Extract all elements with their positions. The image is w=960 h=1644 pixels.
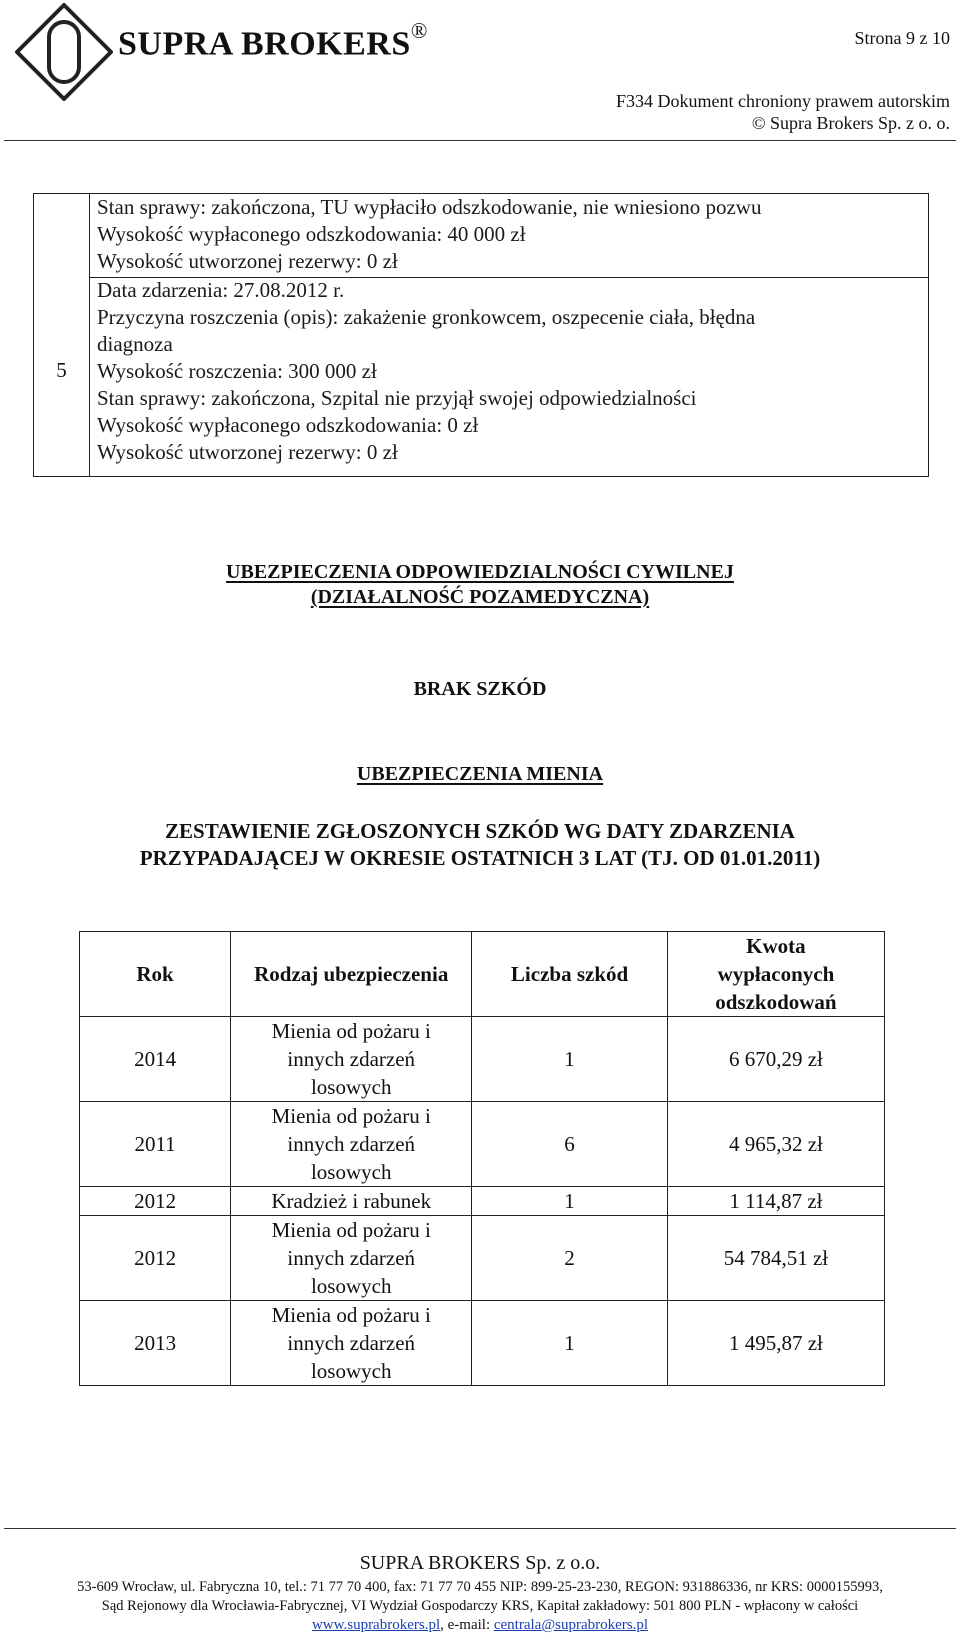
cell-type: Kradzież i rabunek — [231, 1187, 472, 1216]
case-line: Wysokość wypłaconego odszkodowania: 40 000 zł — [97, 222, 526, 246]
footer-company: SUPRA BROKERS Sp. z o.o. — [359, 1552, 601, 1574]
table-row — [80, 1187, 885, 1216]
logo-capsule — [49, 22, 79, 82]
email-link[interactable]: centrala@suprabrokers.pl — [493, 1617, 649, 1633]
heading-line: PRZYPADAJĄCEJ W OKRESIE OSTATNICH 3 LAT (TJ. OD 01.01.2011) — [139, 846, 821, 870]
footer-divider — [4, 1528, 956, 1529]
summary-heading — [0, 818, 960, 872]
header-year: Rok — [80, 932, 231, 1017]
cell-year: 2013 — [80, 1301, 231, 1386]
case-line: Stan sprawy: zakończona, TU wypłaciło odszkodowanie, nie wniesiono pozwu — [97, 195, 762, 219]
no-claims-label: BRAK SZKÓD — [413, 678, 547, 700]
cell-type: Mienia od pożaru i innych zdarzeń losowych — [231, 1301, 472, 1386]
property-claims-table — [79, 931, 885, 1386]
cell-count: 6 — [472, 1102, 668, 1187]
cell-year: 2012 — [80, 1187, 231, 1216]
copyright-line-2: © Supra Brokers Sp. z o. o. — [751, 113, 950, 133]
footer-address: 53-609 Wrocław, ul. Fabryczna 10, tel.: 71 77 70 400, fax: 71 77 70 455 NIP: 899-25-23-230, REGON: 931886336, nr KRS: 0000155993, — [77, 1579, 883, 1595]
case-line: Wysokość roszczenia: 300 000 zł — [97, 359, 377, 383]
section-heading-property — [0, 762, 960, 787]
cell-count: 1 — [472, 1017, 668, 1102]
case-number: 5 — [56, 358, 67, 382]
copyright-line-1: F334 Dokument chroniony prawem autorskim — [616, 91, 950, 111]
cell-amount: 1 495,87 zł — [667, 1301, 884, 1386]
case-line: Data zdarzenia: 27.08.2012 r. — [97, 278, 345, 302]
case-line: diagnoza — [97, 332, 173, 356]
table-header-row — [80, 932, 885, 1017]
cell-year: 2012 — [80, 1216, 231, 1301]
case-line: Wysokość wypłaconego odszkodowania: 0 zł — [97, 413, 479, 437]
registered-mark: ® — [410, 18, 428, 43]
header-amount: Kwota wypłaconych odszkodowań — [667, 932, 884, 1017]
website-link[interactable]: www.suprabrokers.pl — [311, 1617, 441, 1633]
cell-amount: 4 965,32 zł — [667, 1102, 884, 1187]
table-row — [80, 1216, 885, 1301]
cell-amount: 1 114,87 zł — [667, 1187, 884, 1216]
cell-amount: 6 670,29 zł — [667, 1017, 884, 1102]
footer-contact — [0, 1617, 960, 1634]
section-heading-liability — [0, 560, 960, 610]
header-type: Rodzaj ubezpieczenia — [231, 932, 472, 1017]
cell-count: 2 — [472, 1216, 668, 1301]
cell-amount: 54 784,51 zł — [667, 1216, 884, 1301]
table-row — [80, 1017, 885, 1102]
case-line: Wysokość utworzonej rezerwy: 0 zł — [97, 440, 398, 464]
page-number: Strona 9 z 10 — [854, 28, 950, 48]
table-row — [80, 1102, 885, 1187]
cell-count: 1 — [472, 1301, 668, 1386]
email-label: , e-mail: — [440, 1617, 494, 1633]
claims-history-table — [33, 193, 929, 477]
header-divider — [4, 140, 956, 141]
heading-line: UBEZPIECZENIA MIENIA — [356, 763, 604, 785]
previous-case-details — [97, 194, 918, 275]
cell-count: 1 — [472, 1187, 668, 1216]
brand-name: SUPRA BROKERS® — [118, 18, 428, 63]
logo-diamond — [17, 5, 111, 99]
cell-type: Mienia od pożaru i innych zdarzeń losowych — [231, 1216, 472, 1301]
supra-brokers-logo — [14, 2, 114, 102]
case-line: Stan sprawy: zakończona, Szpital nie przyjął swojej odpowiedzialności — [97, 386, 697, 410]
heading-line: ZESTAWIENIE ZGŁOSZONYCH SZKÓD WG DATY ZDARZENIA — [165, 819, 795, 843]
table-row — [80, 1301, 885, 1386]
cell-year: 2011 — [80, 1102, 231, 1187]
heading-line: (DZIAŁALNOŚĆ POZAMEDYCZNA) — [310, 586, 650, 608]
case-details — [97, 277, 918, 466]
column-divider — [89, 194, 90, 476]
footer-registration: Sąd Rejonowy dla Wrocławia-Fabrycznej, VI Wydział Gospodarczy KRS, Kapitał zakładowy: 501 800 PLN - wpłacony w całości — [101, 1598, 859, 1614]
cell-type: Mienia od pożaru i innych zdarzeń losowych — [231, 1017, 472, 1102]
case-line: Przyczyna roszczenia (opis): zakażenie gronkowcem, oszpecenie ciała, błędna — [97, 305, 756, 329]
heading-line: UBEZPIECZENIA ODPOWIEDZIALNOŚCI CYWILNEJ — [226, 561, 734, 583]
header-count: Liczba szkód — [472, 932, 668, 1017]
copyright-note — [616, 90, 950, 134]
case-line: Wysokość utworzonej rezerwy: 0 zł — [97, 249, 398, 273]
cell-type: Mienia od pożaru i innych zdarzeń losowych — [231, 1102, 472, 1187]
cell-year: 2014 — [80, 1017, 231, 1102]
